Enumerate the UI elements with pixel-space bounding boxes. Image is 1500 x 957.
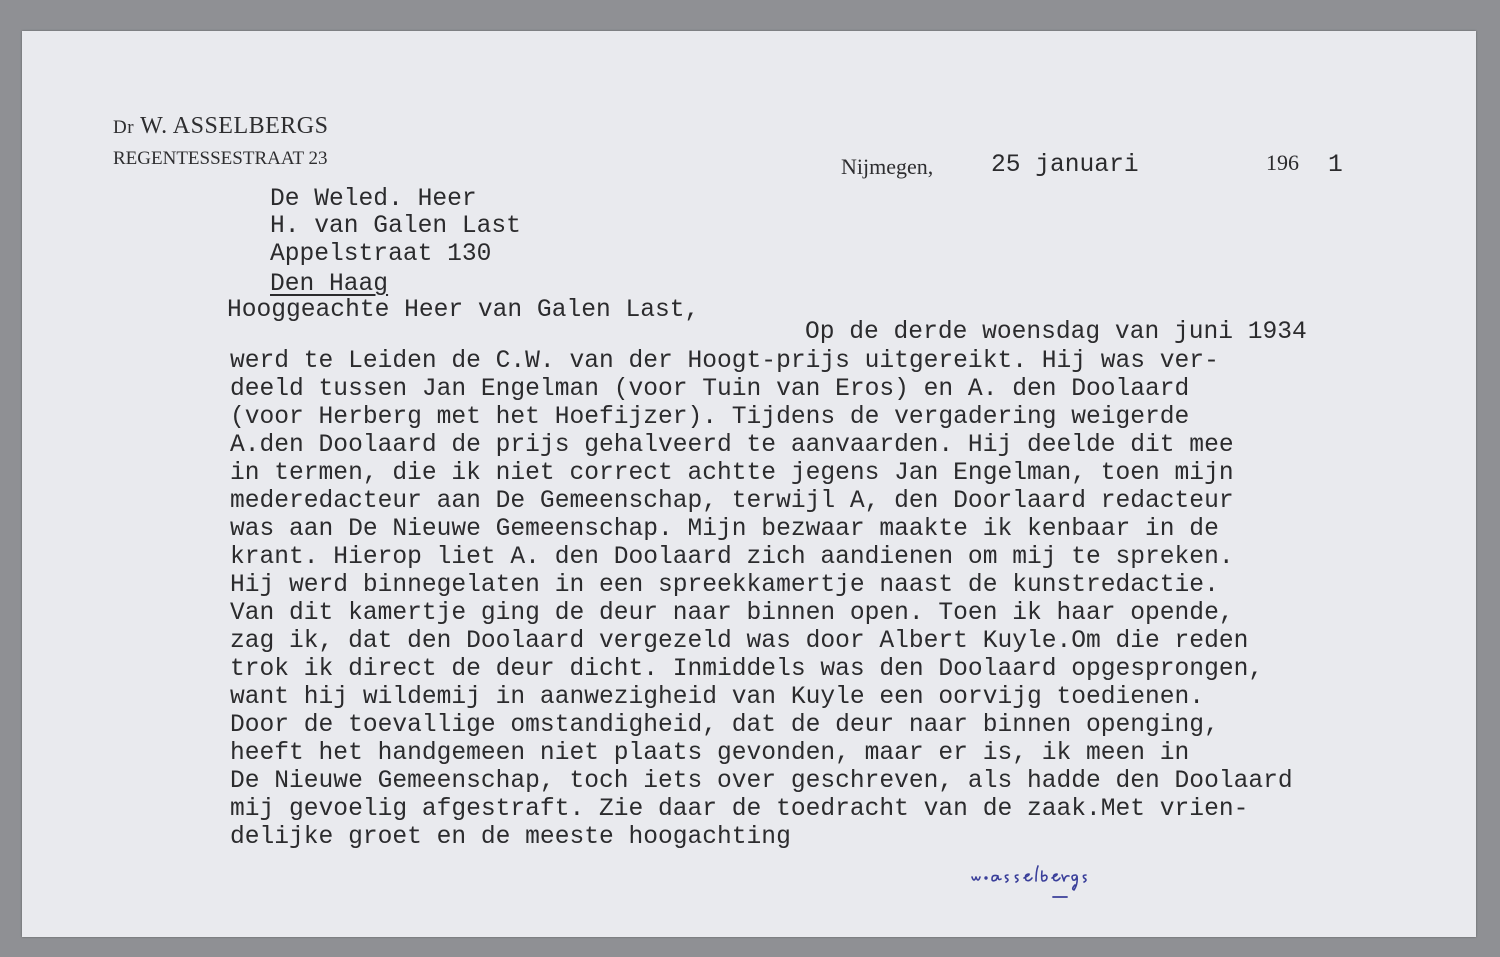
recipient-line-4: Den Haag <box>270 271 389 298</box>
recipient-line-2: H. van Galen Last <box>270 213 521 240</box>
body-line: mederedacteur aan De Gemeenschap, terwijl A, den Doorlaard redacteur <box>230 488 1234 515</box>
letterhead-author: W. ASSELBERGS <box>140 113 329 139</box>
body-line: mij gevoelig afgestraft. Zie daar de toedracht van de zaak.Met vrien- <box>230 796 1249 823</box>
body-line: was aan De Nieuwe Gemeenschap. Mijn bezwaar maakte ik kenbaar in de <box>230 516 1219 543</box>
body-line: heeft het handgemeen niet plaats gevonden, maar er is, ik meen in <box>230 740 1190 767</box>
body-line: want hij wildemij in aanwezigheid van Kuyle een oorvijg toedienen. <box>230 684 1205 711</box>
body-line: deeld tussen Jan Engelman (voor Tuin van Eros) en A. den Doolaard <box>230 376 1190 403</box>
handwritten-signature <box>968 863 1128 911</box>
letterhead-name <box>113 113 328 140</box>
salutation: Hooggeachte Heer van Galen Last, <box>227 297 700 324</box>
body-line: delijke groet en de meeste hoogachting <box>230 824 791 851</box>
date-year-typed: 1 <box>1328 152 1343 179</box>
letterhead-street: REGENTESSESTRAAT 23 <box>113 148 328 169</box>
body-line: zag ik, dat den Doolaard vergezeld was door Albert Kuyle.Om die reden <box>230 628 1249 655</box>
body-first-line: Op de derde woensdag van juni 1934 <box>805 319 1307 346</box>
letter-sheet <box>22 31 1476 937</box>
date-day-month: 25 januari <box>991 152 1139 179</box>
recipient-line-3: Appelstraat 130 <box>270 241 492 268</box>
body-line: Door de toevallige omstandigheid, dat de deur naar binnen openging, <box>230 712 1219 739</box>
body-line: krant. Hierop liet A. den Doolaard zich aandienen om mij te spreken. <box>230 544 1234 571</box>
body-line: in termen, die ik niet correct achtte jegens Jan Engelman, toen mijn <box>230 460 1234 487</box>
date-year-printed: 196 <box>1266 150 1299 175</box>
letterhead-title: Dr <box>113 117 135 138</box>
body-line: werd te Leiden de C.W. van der Hoogt-prijs uitgereikt. Hij was ver- <box>230 348 1219 375</box>
body-line: trok ik direct de deur dicht. Inmiddels was den Doolaard opgesprongen, <box>230 656 1264 683</box>
body-line: (voor Herberg met het Hoefijzer). Tijdens de vergadering weigerde <box>230 404 1190 431</box>
letterhead-place: Nijmegen, <box>841 154 934 179</box>
body-line: Hij werd binnegelaten in een spreekkamertje naast de kunstredactie. <box>230 572 1219 599</box>
recipient-line-1: De Weled. Heer <box>270 186 477 213</box>
body-line: De Nieuwe Gemeenschap, toch iets over geschreven, als hadde den Doolaard <box>230 768 1293 795</box>
body-line: Van dit kamertje ging de deur naar binnen open. Toen ik haar opende, <box>230 600 1234 627</box>
body-line: A.den Doolaard de prijs gehalveerd te aanvaarden. Hij deelde dit mee <box>230 432 1234 459</box>
